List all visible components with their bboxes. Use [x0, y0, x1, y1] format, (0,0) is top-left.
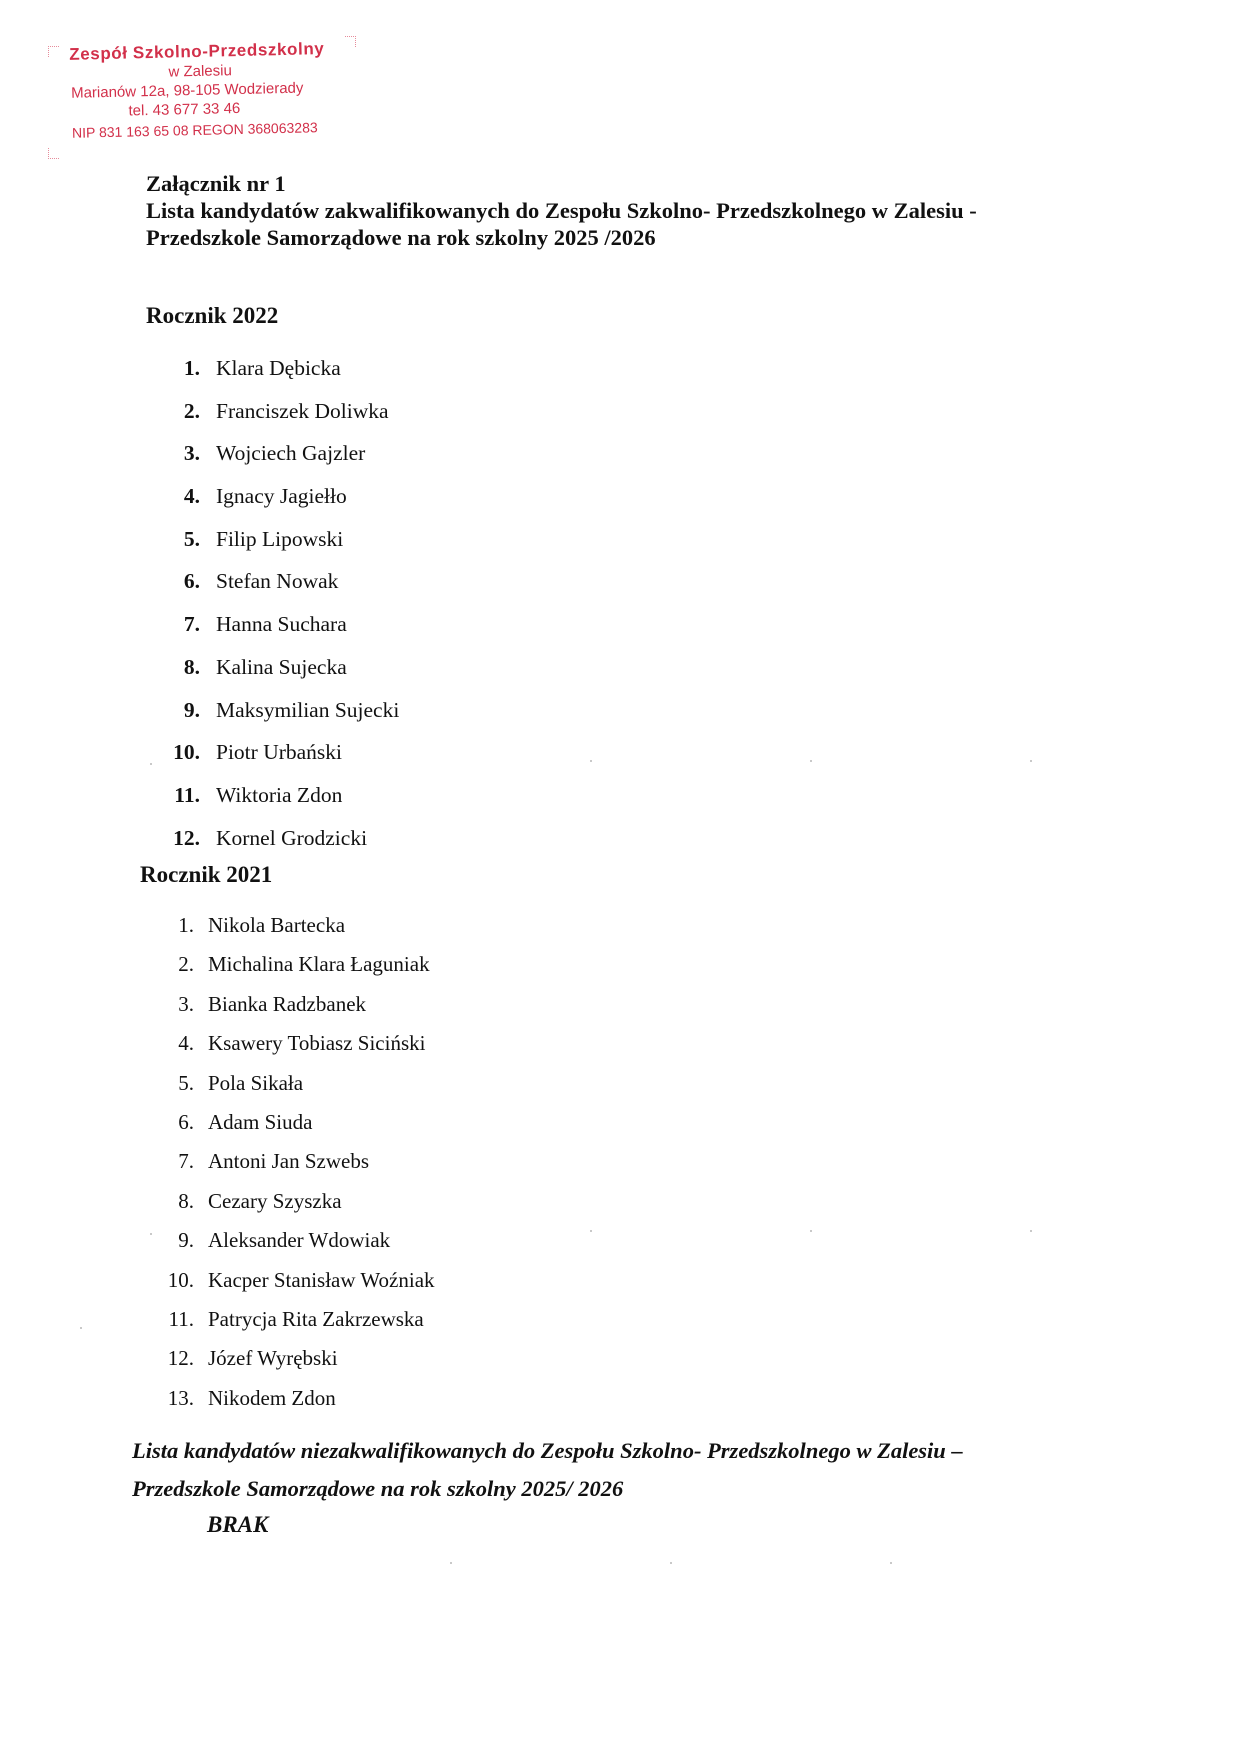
item-number: 4. [178, 1031, 194, 1056]
document-header [146, 170, 1166, 251]
scan-speck [590, 1230, 592, 1232]
item-number: 2. [183, 398, 200, 423]
list-item [160, 390, 399, 433]
item-number: 12. [167, 1346, 194, 1371]
list-item [150, 1182, 435, 1221]
list-item [150, 1103, 435, 1142]
candidate-name: Wojciech Gajzler [216, 441, 366, 466]
item-number: 13. [167, 1385, 194, 1410]
list-item [150, 1379, 435, 1418]
unqualified-title-line-2: Przedszkole Samorządowe na rok szkolny 2025/ 2026 [132, 1476, 624, 1501]
unqualified-title-line-1: Lista kandydatów niezakwalifikowanych do Zespołu Szkolno- Przedszkolnego w Zalesiu – [132, 1438, 963, 1463]
candidate-name: Wiktoria Zdon [216, 782, 343, 807]
item-number: 9. [183, 697, 200, 722]
list-item [150, 1339, 435, 1378]
stamp-line-phone: tel. 43 677 33 46 [128, 99, 241, 120]
item-number: 7. [178, 1149, 194, 1174]
list-item [150, 1024, 435, 1063]
item-number: 6. [183, 569, 200, 594]
document-title-line-1: Lista kandydatów zakwalifikowanych do Zespołu Szkolno- Przedszkolnego w Zalesiu - [146, 198, 977, 223]
candidate-name: Filip Lipowski [216, 526, 344, 551]
item-number: 6. [178, 1109, 194, 1134]
candidate-name: Józef Wyrębski [208, 1346, 338, 1371]
list-item [160, 731, 399, 774]
candidate-name: Klara Dębicka [216, 356, 341, 380]
scan-speck [80, 1327, 82, 1329]
list-item [150, 985, 435, 1024]
item-number: 2. [178, 952, 194, 977]
candidate-name: Piotr Urbański [216, 740, 343, 765]
list-item [160, 432, 399, 475]
item-number: 11. [168, 1306, 194, 1331]
document-title-line-2: Przedszkole Samorządowe na rok szkolny 2025 /2026 [146, 225, 656, 250]
stamp-line-ids: NIP 831 163 65 08 REGON 368063283 [71, 119, 318, 141]
scan-speck [890, 1562, 892, 1564]
list-item [150, 906, 435, 945]
list-item [150, 1221, 435, 1260]
list-item [150, 1142, 435, 1181]
item-number: 10. [167, 1267, 194, 1292]
stamp-line-name: Zespół Szkolno-Przedszkolny [69, 39, 325, 64]
scan-speck [810, 760, 812, 762]
unqualified-title [132, 1432, 1152, 1508]
item-number: 11. [174, 782, 200, 807]
candidate-name: Nikodem Zdon [208, 1385, 336, 1410]
list-item [160, 475, 399, 518]
item-number: 3. [183, 441, 200, 466]
list-item [160, 560, 399, 603]
candidate-name: Ignacy Jagiełło [216, 484, 347, 509]
stamp-line-address: Marianów 12a, 98-105 Wodzierady [70, 79, 304, 102]
unqualified-none-label: BRAK [207, 1512, 269, 1537]
item-number: 5. [178, 1070, 194, 1095]
item-number: 10. [173, 740, 200, 765]
candidate-name: Nikola Bartecka [208, 913, 346, 937]
list-item [160, 518, 399, 561]
scan-speck [1030, 760, 1032, 762]
candidate-name: Ksawery Tobiasz Siciński [208, 1031, 426, 1056]
list-item [160, 646, 399, 689]
candidate-name: Pola Sikała [208, 1070, 304, 1095]
item-number: 1. [183, 356, 200, 380]
scan-speck [150, 1233, 152, 1235]
stamp-line-location: w Zalesiu [168, 62, 233, 81]
item-number: 12. [173, 825, 200, 850]
list-item [150, 1261, 435, 1300]
candidate-name: Kalina Sujecka [216, 654, 347, 679]
scan-speck [1030, 1230, 1032, 1232]
candidate-name: Stefan Nowak [216, 569, 339, 594]
scan-speck [150, 763, 152, 765]
scan-speck [590, 760, 592, 762]
candidate-name: Michalina Klara Łaguniak [208, 952, 430, 977]
item-number: 4. [183, 484, 200, 509]
section-title-2022: Rocznik 2022 [146, 303, 279, 328]
list-item [160, 603, 399, 646]
list-item [150, 945, 435, 984]
section-title-2021: Rocznik 2021 [140, 862, 273, 887]
candidate-name: Aleksander Wdowiak [208, 1228, 391, 1253]
list-item [160, 774, 399, 817]
list-item [160, 347, 399, 390]
stamp-corner-mark [48, 46, 59, 57]
candidate-name: Antoni Jan Szwebs [208, 1149, 369, 1174]
candidate-name: Kacper Stanisław Woźniak [208, 1267, 435, 1292]
candidate-name: Maksymilian Sujecki [216, 697, 400, 722]
scan-speck [810, 1230, 812, 1232]
item-number: 8. [178, 1188, 194, 1213]
list-item [160, 817, 399, 860]
candidate-list-2021 [150, 906, 435, 1418]
candidate-name: Kornel Grodzicki [216, 825, 368, 850]
stamp-corner-mark [48, 148, 59, 159]
scan-speck [670, 1562, 672, 1564]
annex-label: Załącznik nr 1 [146, 171, 286, 196]
scan-speck [450, 1562, 452, 1564]
item-number: 7. [183, 612, 200, 637]
item-number: 5. [183, 526, 200, 551]
candidate-name: Patrycja Rita Zakrzewska [208, 1306, 424, 1331]
list-item [150, 1300, 435, 1339]
item-number: 8. [183, 654, 200, 679]
candidate-list-2022 [160, 347, 399, 859]
candidate-name: Franciszek Doliwka [216, 398, 389, 423]
stamp-corner-mark [345, 36, 356, 47]
item-number: 9. [178, 1228, 194, 1253]
item-number: 1. [178, 913, 194, 937]
item-number: 3. [178, 991, 194, 1016]
candidate-name: Adam Siuda [208, 1109, 313, 1134]
candidate-name: Cezary Szyszka [208, 1188, 342, 1213]
candidate-name: Bianka Radzbanek [208, 991, 367, 1016]
school-stamp [62, 37, 364, 144]
list-item [160, 689, 399, 732]
list-item [150, 1064, 435, 1103]
candidate-name: Hanna Suchara [216, 612, 347, 637]
